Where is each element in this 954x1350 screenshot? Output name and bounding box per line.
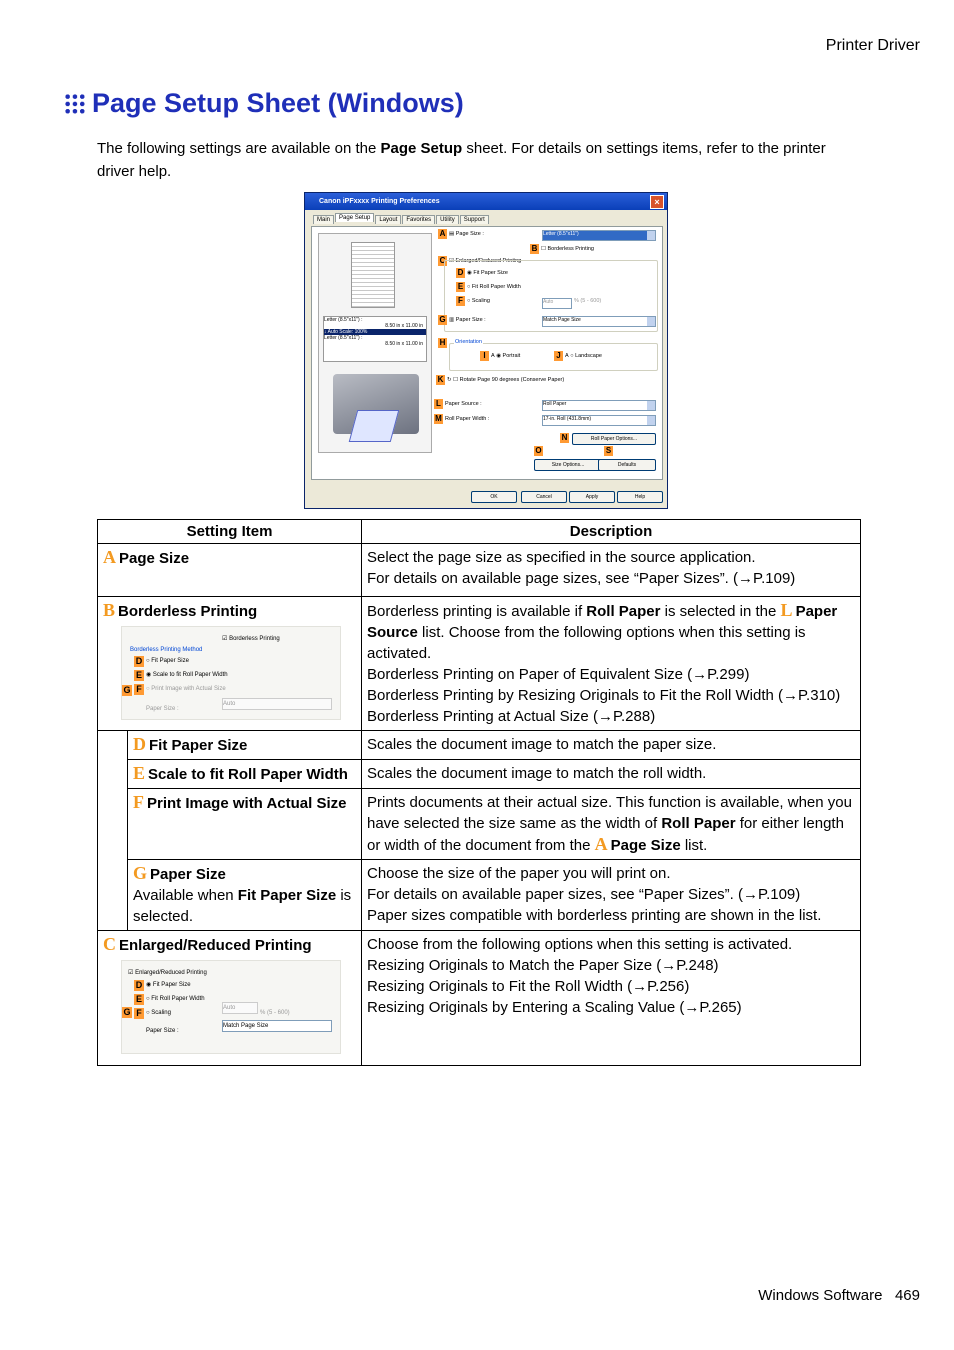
close-icon[interactable]: × — [650, 195, 664, 209]
ok-button[interactable]: OK — [471, 491, 517, 503]
auto-scale-readout: ↓ Auto Scale: 100% — [324, 329, 426, 335]
help-button[interactable]: Help — [617, 491, 663, 503]
page-title-row — [64, 88, 464, 119]
tab-support[interactable]: Support — [460, 215, 489, 224]
callout-l: L — [434, 399, 443, 409]
landscape-radio[interactable]: ○ — [570, 353, 574, 359]
callout-g: G — [439, 315, 446, 324]
paper-source-select[interactable]: Roll Paper — [542, 400, 656, 411]
page-footer: Windows Software 469 — [758, 1287, 920, 1304]
chevron-down-icon — [647, 231, 655, 240]
landscape-icon: A — [565, 353, 569, 359]
callout-k: K — [437, 375, 444, 384]
printing-preferences-dialog — [304, 192, 668, 509]
defaults-button[interactable]: Defaults — [598, 459, 656, 471]
tab-layout[interactable]: Layout — [375, 215, 401, 224]
table-row: E Scale to fit Roll Paper Width Scales the document image to match the roll width. — [98, 760, 861, 789]
callout-d: D — [457, 268, 464, 277]
chevron-down-icon — [647, 416, 655, 425]
paper-output-illustration — [349, 410, 400, 442]
header-description: Description — [362, 520, 861, 544]
callout-h: H — [439, 338, 446, 347]
table-row: D Fit Paper Size Scales the document image to match the paper size. — [98, 731, 861, 760]
size-options-button[interactable]: Size Options... — [534, 459, 602, 471]
scaling-input[interactable]: Auto — [542, 298, 572, 309]
tab-favorites[interactable]: Favorites — [402, 215, 435, 224]
callout-f: F — [456, 296, 465, 306]
tab-page-setup[interactable]: Page Setup — [335, 213, 374, 222]
preview-info: Letter (8.5"x11") : 8.50 in x 11.00 in ↓ Auto Scale: 100% Letter (8.5"x11") : 8.50 in x 11.00 in — [323, 316, 427, 362]
preview-pane — [318, 233, 432, 453]
paper-icon: ▥ — [449, 317, 455, 323]
callout-i: I — [480, 351, 489, 361]
tab-utility[interactable]: Utility — [436, 215, 459, 224]
table-header-row — [98, 520, 861, 544]
chevron-down-icon — [647, 401, 655, 410]
roll-paper-options-button[interactable]: Roll Paper Options... — [572, 433, 656, 445]
fit-paper-radio[interactable]: ◉ — [467, 270, 472, 276]
table-row: C Enlarged/Reduced Printing ☑ Enlarged/Reduced Printing D ◉ Fit Paper Size E ○ Fit Roll Paper Width F ○ Scaling Auto % (5 - 600) G Paper Size : Match Page Size Choose from the following options when this setting is activated. Resizing Originals to Match the Paper Size (→P.248) Resizing Originals to Fit the Roll Width (→P.256) Resizing Originals by Entering a Scaling Value (→P.265) — [98, 931, 861, 1066]
callout-b: B — [531, 244, 538, 253]
page-setup-panel: Letter (8.5"x11") : 8.50 in x 11.00 in ↓ Auto Scale: 100% Letter (8.5"x11") : 8.50 in x 11.00 in A ▤ Page Size : Letter (8.5"x11") B ☐ Borderless Printing C ☑ Enlarged/Reduced Printing D ◉ Fit Paper Size E ○ Fit Roll Paper Width F ○ Scaling Auto % (5 - 600) G ▥ Paper Size : Match Page Size H Orientation I A ◉ Portrait J A ○ Landscape K ↻ ☐ Rotate Page 90 degrees (Conserve Paper) L Paper Source : Roll Paper M Roll Paper Width : 17-in. Roll (431.8mm) N Roll Paper Options... O S Size Options... Defaults — [311, 226, 663, 480]
table-row: A Page Size Select the page size as specified in the source application. For details on available page sizes, see “Paper Sizes”. (→P.109) — [98, 544, 861, 597]
table-row: F Print Image with Actual Size Prints documents at their actual size. This function is available, when you have selected the size same as the width of Roll Paper for either length or width of the document from the A Page Size list. — [98, 789, 861, 860]
dialog-titlebar: Canon iPFxxxx Printing Preferences × — [305, 193, 667, 210]
portrait-icon: A — [491, 353, 495, 359]
page-title: Page Setup Sheet (Windows) — [92, 88, 464, 118]
header-setting-item: Setting Item — [98, 520, 362, 544]
borderless-settings-thumbnail: ☑ Borderless Printing Borderless Printing Method D ○ Fit Paper Size E ◉ Scale to fit Roll Paper Width F ○ Print Image with Actual Size G Paper Size : Auto — [121, 626, 341, 720]
callout-j: J — [554, 351, 563, 361]
running-header: Printer Driver — [825, 37, 920, 54]
page-preview-sheet — [351, 242, 395, 308]
rotate-checkbox[interactable]: ☐ — [453, 377, 459, 383]
borderless-checkbox: ☑ — [222, 636, 228, 642]
intro-paragraph: The following settings are available on the Page Setup sheet. For details on settings items, refer to the printer driver help. — [97, 140, 826, 180]
page-size-select[interactable]: Letter (8.5"x11") — [542, 230, 656, 241]
callout-m: M — [435, 414, 442, 423]
enlarged-checkbox: ☑ — [128, 970, 134, 976]
borderless-checkbox[interactable]: ☐ — [541, 246, 546, 252]
page-icon: ▤ — [449, 231, 455, 237]
callout-c: C — [439, 256, 446, 265]
chevron-down-icon — [647, 317, 655, 326]
dialog-tabs — [313, 215, 490, 224]
table-row: G Paper Size Available when Fit Paper Size is selected. Choose the size of the paper you will print on. For details on available paper sizes, see “Paper Sizes”. (→P.109) Paper sizes compatible with borderless printing are shown in the list. — [98, 860, 861, 931]
callout-a: A — [439, 229, 446, 238]
fit-roll-radio[interactable]: ○ — [467, 284, 471, 290]
apply-button[interactable]: Apply — [569, 491, 615, 503]
roll-width-select[interactable]: 17-in. Roll (431.8mm) — [542, 415, 656, 426]
tab-main[interactable]: Main — [313, 215, 334, 224]
scaling-radio[interactable]: ○ — [467, 298, 471, 304]
grid-bullet-icon — [64, 93, 86, 115]
portrait-radio[interactable]: ◉ — [496, 353, 502, 359]
callout-o: O — [535, 446, 542, 455]
callout-e: E — [457, 282, 464, 291]
rotate-icon: ↻ — [447, 377, 452, 383]
settings-table — [97, 519, 861, 1066]
paper-size-select[interactable]: Match Page Size — [542, 316, 656, 327]
callout-s: S — [605, 446, 612, 455]
page-number: 469 — [894, 1287, 920, 1304]
enlarged-checkbox[interactable]: ☑ — [449, 258, 454, 264]
cancel-button[interactable]: Cancel — [521, 491, 567, 503]
callout-n: N — [561, 433, 568, 442]
table-row: B Borderless Printing ☑ Borderless Printing Borderless Printing Method D ○ Fit Paper Size E ◉ Scale to fit Roll Paper Width F ○ Print Image with Actual Size G Paper Size : Auto Borderless printing is available if Roll Paper is selected in the L Paper Source list. Choose from the following options when this setting is activated. Borderless Printing on Paper of Equivalent Size (→P.299) Borderless Printing by Resizing Originals to Fit the Roll Width (→P.310) Borderless Printing at Actual Size (→P.288) — [98, 597, 861, 731]
enlarged-settings-thumbnail: ☑ Enlarged/Reduced Printing D ◉ Fit Paper Size E ○ Fit Roll Paper Width F ○ Scaling Auto % (5 - 600) G Paper Size : Match Page Size — [121, 960, 341, 1054]
orientation-group: Orientation — [449, 343, 658, 371]
